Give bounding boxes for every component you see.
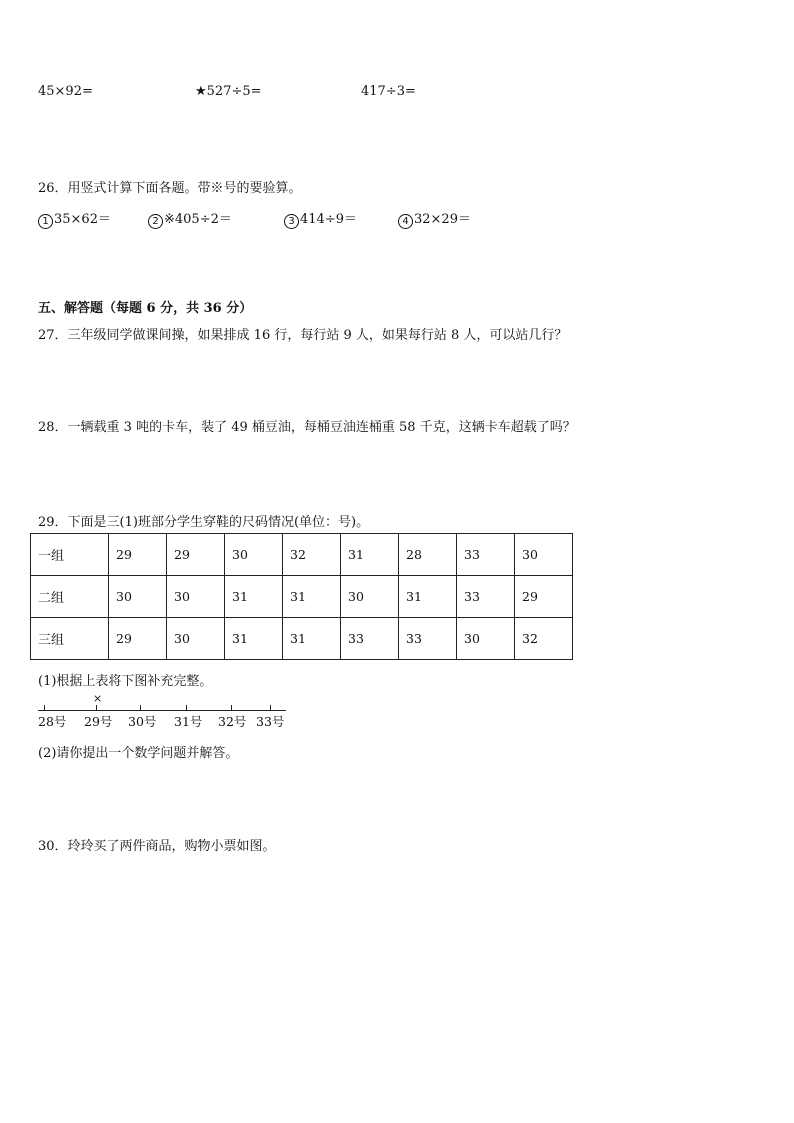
table-cell: 33	[457, 534, 515, 576]
table-cell: 31	[283, 618, 341, 660]
axis-tick	[96, 705, 97, 710]
table-row	[31, 618, 573, 660]
table-cell: 28	[399, 534, 457, 576]
section-5-title: 五、解答题（每题 6 分，共 36 分）	[38, 301, 253, 316]
q26-title: 26．用竖式计算下面各题。带※号的要验算。	[38, 181, 302, 196]
circled-number: 1	[38, 214, 53, 229]
table-cell: 29	[109, 618, 167, 660]
q26-item-4	[398, 208, 471, 229]
table-row	[31, 576, 573, 618]
q29-title: 29．下面是三(1)班部分学生穿鞋的尺码情况(单位：号)。	[38, 515, 370, 530]
table-cell: 30	[515, 534, 573, 576]
x-mark: ×	[93, 692, 103, 705]
q26-item-1	[38, 208, 111, 229]
q29-part2: (2)请你提出一个数学问题并解答。	[38, 746, 239, 761]
table-cell: 31	[283, 576, 341, 618]
group-label: 三组	[31, 618, 109, 660]
q27-text: 27．三年级同学做课间操，如果排成 16 行，每行站 9 人，如果每行站 8 人，可以站几行？	[38, 328, 568, 343]
q26-item-3	[284, 208, 357, 229]
table-cell: 31	[225, 576, 283, 618]
axis-tick	[140, 705, 141, 710]
shoe-size-table	[30, 533, 573, 660]
axis-label-28: 28号	[38, 714, 67, 729]
table-cell: 29	[109, 534, 167, 576]
table-cell: 30	[457, 618, 515, 660]
axis-tick	[270, 705, 271, 710]
group-label: 二组	[31, 576, 109, 618]
table-cell: 29	[167, 534, 225, 576]
circled-number: 3	[284, 214, 299, 229]
circled-number: 2	[148, 214, 163, 229]
calc-3: 417÷3=	[361, 84, 416, 99]
axis-label-32: 32号	[218, 714, 247, 729]
q29-part1: (1)根据上表将下图补充完整。	[38, 674, 213, 689]
axis-label-30: 30号	[128, 714, 157, 729]
q26-expr-3: 414÷9＝	[300, 212, 357, 227]
group-label: 一组	[31, 534, 109, 576]
axis-tick	[186, 705, 187, 710]
table-cell: 29	[515, 576, 573, 618]
table-cell: 32	[515, 618, 573, 660]
table-cell: 30	[341, 576, 399, 618]
table-cell: 32	[283, 534, 341, 576]
number-line	[38, 710, 286, 711]
axis-tick	[231, 705, 232, 710]
table-cell: 30	[225, 534, 283, 576]
table-cell: 33	[457, 576, 515, 618]
q26-expr-1: 35×62＝	[54, 212, 111, 227]
calc-2: ★527÷5=	[195, 84, 262, 99]
axis-label-33: 33号	[256, 714, 285, 729]
q26-expr-2: ※405÷2＝	[164, 212, 232, 227]
axis-label-31: 31号	[174, 714, 203, 729]
axis-label-29: 29号	[84, 714, 113, 729]
q26-expr-4: 32×29＝	[414, 212, 471, 227]
table-cell: 30	[167, 618, 225, 660]
q26-item-2	[148, 208, 232, 229]
table-row	[31, 534, 573, 576]
q28-text: 28．一辆载重 3 吨的卡车，装了 49 桶豆油，每桶豆油连桶重 58 千克，这辆卡车超载了吗？	[38, 420, 576, 435]
table-cell: 30	[109, 576, 167, 618]
table-cell: 31	[225, 618, 283, 660]
table-cell: 33	[341, 618, 399, 660]
calc-1: 45×92=	[38, 84, 93, 99]
table-cell: 30	[167, 576, 225, 618]
axis-tick	[44, 705, 45, 710]
circled-number: 4	[398, 214, 413, 229]
table-cell: 31	[399, 576, 457, 618]
table-cell: 31	[341, 534, 399, 576]
q30-text: 30．玲玲买了两件商品，购物小票如图。	[38, 839, 276, 854]
table-cell: 33	[399, 618, 457, 660]
